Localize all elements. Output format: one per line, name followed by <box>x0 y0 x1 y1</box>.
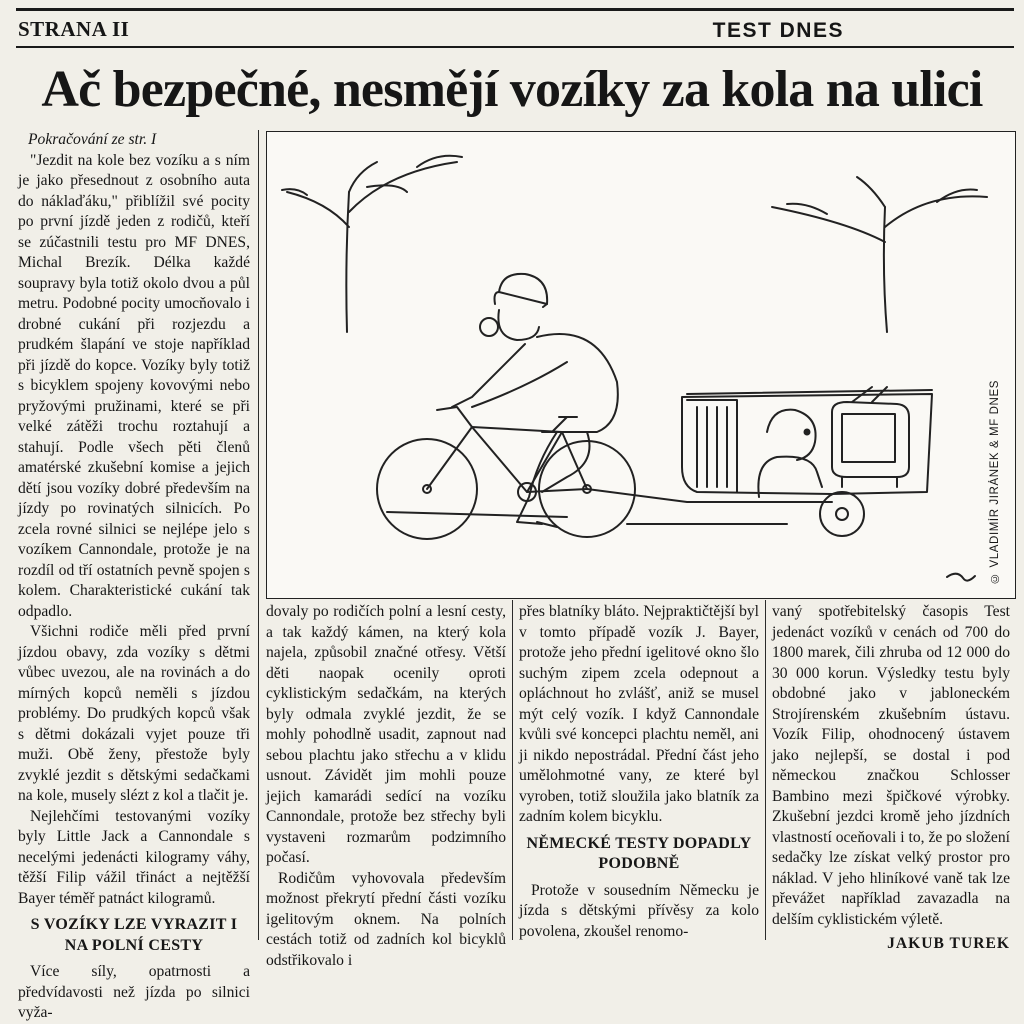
section-label: TEST DNES <box>712 19 844 42</box>
tree-left <box>282 156 462 332</box>
paragraph: Protože v sousedním Německu je jízda s dětskými přívěsy za kolo povolena, zkoušel renomo- <box>519 881 759 940</box>
cartoon-illustration <box>266 131 1016 599</box>
column-3 <box>519 602 759 942</box>
headline: Ač bezpečné, nesmějí vozíky za kola na ulici <box>41 61 983 118</box>
author-byline: JAKUB TUREK <box>887 935 1010 952</box>
top-rule <box>16 8 1014 11</box>
column-divider <box>512 600 513 940</box>
paragraph: dovaly po rodičích polní a lesní cesty, a tak každý kámen, na který kola najela, způsobil značné otřesy. Větší děti naopak ocenily oproti cyklistickým sedačkám, na kterých byly odmala zvyklé jezdit, že se mohly pohodlně usadit, zapnout nad sebou plachtu jako střechu a v klidu usnout. Závidět jim mohli pouze jejich kamarádi sedící na vozíku Cannondale, protože bez střechy byli vystaveni rozmarům podzimního počasí. <box>266 603 506 866</box>
paragraph: Více síly, opatrnosti a předvídavosti než jízda po silnici vyža- <box>18 963 250 1021</box>
column-2 <box>266 602 506 971</box>
cartoon-credit: © VLADIMÍR JIRÁNEK & MF DNES <box>989 380 1001 584</box>
paragraph: Nejlehčími testovanými vozíky byly Little Jack a Cannondale s necelými jedenácti kilogramy váhy, těžší Filip vážil třináct a nejtěžší Bayer téměř patnáct kilogramů. <box>18 807 250 907</box>
paragraph: Rodičům vyhovovala především možnost překrytí přední části vozíku igelitovým oknem. Na polních cestách totiž od zadních kol bicyklů odstřikovalo i <box>266 869 506 969</box>
paragraph: "Jezdit na kole bez vozíku a s ním je jako přesednout z osobního auta do náklaďáku," přiblížil své pocity po první jízdě jeden z rodičů, kteří se zúčastnili testu pro MF DNES, Michal Brezík. Délka každé soupravy byla totiž okolo dvou a půl metru. Podobné pocity umocňovalo i drobné cukání při rozjezdu a prudkém šlapání ve stoje například při jízdě do kopce. Vozíky byly totiž s bicyklem spojeny kovovými nebo pryžovými pružinami, které se při velké zátěži trochu roztahují a stahují. Podle všech pěti členů amatérské zkušební komise a jejich dětí jsou vozíky dobré především na jízdy po rovinatých silnicích. Po zcela rovné silnici se nejlépe jelo s vozíkem Cannondale, protože je na rozdíl od tří ostatních pevně spojen s kolem. Charakteristické cukání tak odpadlo. <box>18 151 250 620</box>
paragraph: vaný spotřebitelský časopis Test jedenáct vozíků v cenách od 700 do 1800 marek, čili zhruba od 12 000 do 30 000 korun. Výsledky testu byly obdobné jako v jabloneckém Strojírenském zkušebním ústavu. Vozík Filip, ohodnocený ústavem jako nejlepší, se dostal i pod německou značkou Schlosser Bambino mezi špičkové výrobky. Zkušební jezdci kromě jeho jízdních vlastností oceňovali i to, že po složení sedačky lze získat velký prostor pro náklad. V jeho hliníkové vaně tak lze převážet například zavazadla na delším cyklistickém výletě. <box>772 603 1010 928</box>
continued-note: Pokračování ze str. I <box>28 131 157 148</box>
paragraph: přes blatníky bláto. Nejpraktičtější byl v tomto případě vozík J. Bayer, protože jeho přední igelitové okno šlo suchým zipem zcela odepnout a opláchnout ho zvlášť, aniž se musel mýt celý vozík. I když Cannondale kvůli své koncepci plachtu neměl, ani ji nikdo nepostrádal. Přední část jeho umělohmotné vany, ze které byl vyroben, totiž sloužila jako blatník za zadním kolem bicyklu. <box>519 603 759 825</box>
column-4 <box>772 602 1010 955</box>
paragraph: Všichni rodiče měli před první jízdou obavy, zda vozíky s dětmi vůbec uvezou, ale na rovinách a do mírných kopců neměli s jízdou problémy. Do prudkých kopců však s dětmi dokázali vyjet pouze tři muži. Obě ženy, přestože byly zvyklé jezdit s dětskými sedačkami na kole, musely slézt z kol a tlačit je. <box>18 623 250 804</box>
header-rule <box>16 46 1014 48</box>
tree-right <box>772 177 987 332</box>
trailer <box>682 387 932 536</box>
bicycle-icon <box>377 407 635 539</box>
subheading: S VOZÍKY LZE VYRAZIT I NA POLNÍ CESTY <box>30 916 238 954</box>
page-label: STRANA II <box>18 17 130 41</box>
cartoon-drawing <box>267 132 1015 598</box>
column-divider <box>765 600 766 940</box>
column-1 <box>18 130 250 1024</box>
subheading: NĚMECKÉ TESTY DOPADLY PODOBNĚ <box>526 834 752 872</box>
column-divider <box>258 130 259 940</box>
tv-icon <box>832 387 909 487</box>
